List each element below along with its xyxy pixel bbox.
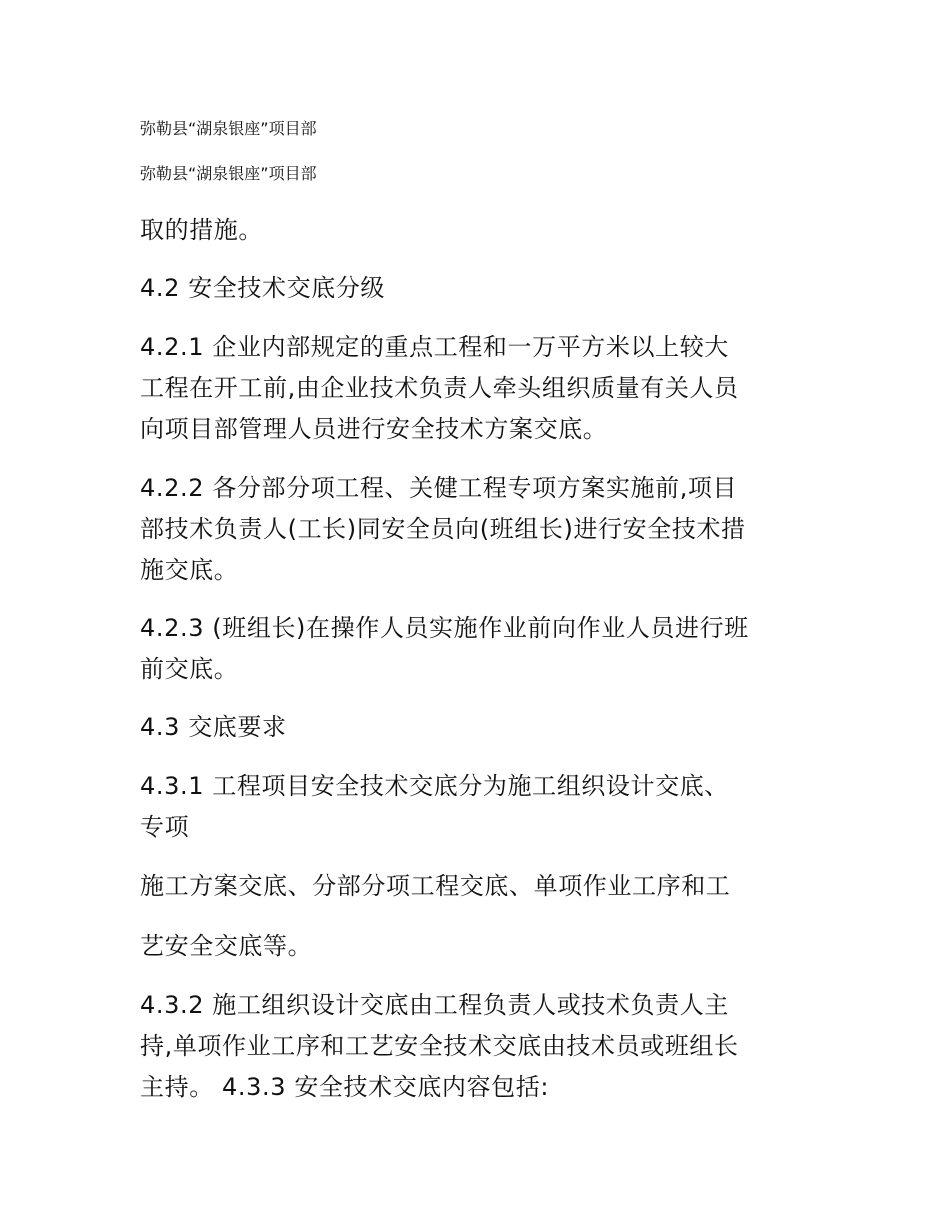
text-line: 4.2.1 企业内部规定的重点工程和一万平方米以上较大 — [140, 333, 729, 361]
section-heading-4-2 — [140, 268, 820, 309]
text-line: 施交底。 — [140, 556, 239, 584]
page-header-line-2: 弥勒县“湖泉银座”项目部 — [140, 164, 317, 183]
paragraph-4-3-2 — [140, 985, 820, 1108]
text-line: 向项目部管理人员进行安全技术方案交底。 — [140, 415, 608, 443]
text-line: 4.3.2 施工组织设计交底由工程负责人或技术负责人主 — [140, 991, 729, 1019]
text-line: 工程在开工前,由企业技术负责人牵头组织质量有关人员 — [140, 374, 739, 402]
section-heading-4-3 — [140, 707, 820, 748]
paragraph-4-3-1-end — [140, 926, 820, 967]
text-line: 部技术负责人(工长)同安全员向(班组长)进行安全技术措 — [140, 515, 746, 543]
paragraph-4-2-2 — [140, 468, 820, 591]
paragraph-4-3-1-continued — [140, 866, 820, 907]
text-line: 艺安全交底等。 — [140, 932, 313, 960]
page-header-line-1: 弥勒县“湖泉银座”项目部 — [140, 119, 317, 138]
text-line: 主持。 4.3.3 安全技术交底内容包括: — [140, 1073, 550, 1101]
text-line: 前交底。 — [140, 655, 239, 683]
text-line: 施工方案交底、分部分项工程交底、单项作业工序和工 — [140, 872, 731, 900]
text-line: 4.2.2 各分部分项工程、关健工程专项方案实施前,项目 — [140, 474, 738, 502]
text-line: 4.3 交底要求 — [140, 713, 287, 741]
paragraph-4-2-1 — [140, 327, 820, 450]
paragraph-continuation — [140, 210, 820, 251]
text-line: 专项 — [140, 813, 190, 841]
paragraph-4-2-3 — [140, 608, 820, 690]
text-line: 4.2 安全技术交底分级 — [140, 274, 385, 302]
text-line: 取的措施。 — [140, 216, 263, 244]
paragraph-4-3-1 — [140, 766, 820, 848]
text-line: 持,单项作业工序和工艺安全技术交底由技术员或班组长 — [140, 1032, 739, 1060]
text-line: 4.3.1 工程项目安全技术交底分为施工组织设计交底、 — [140, 772, 729, 800]
text-line: 4.2.3 (班组长)在操作人员实施作业前向作业人员进行班 — [140, 614, 749, 642]
